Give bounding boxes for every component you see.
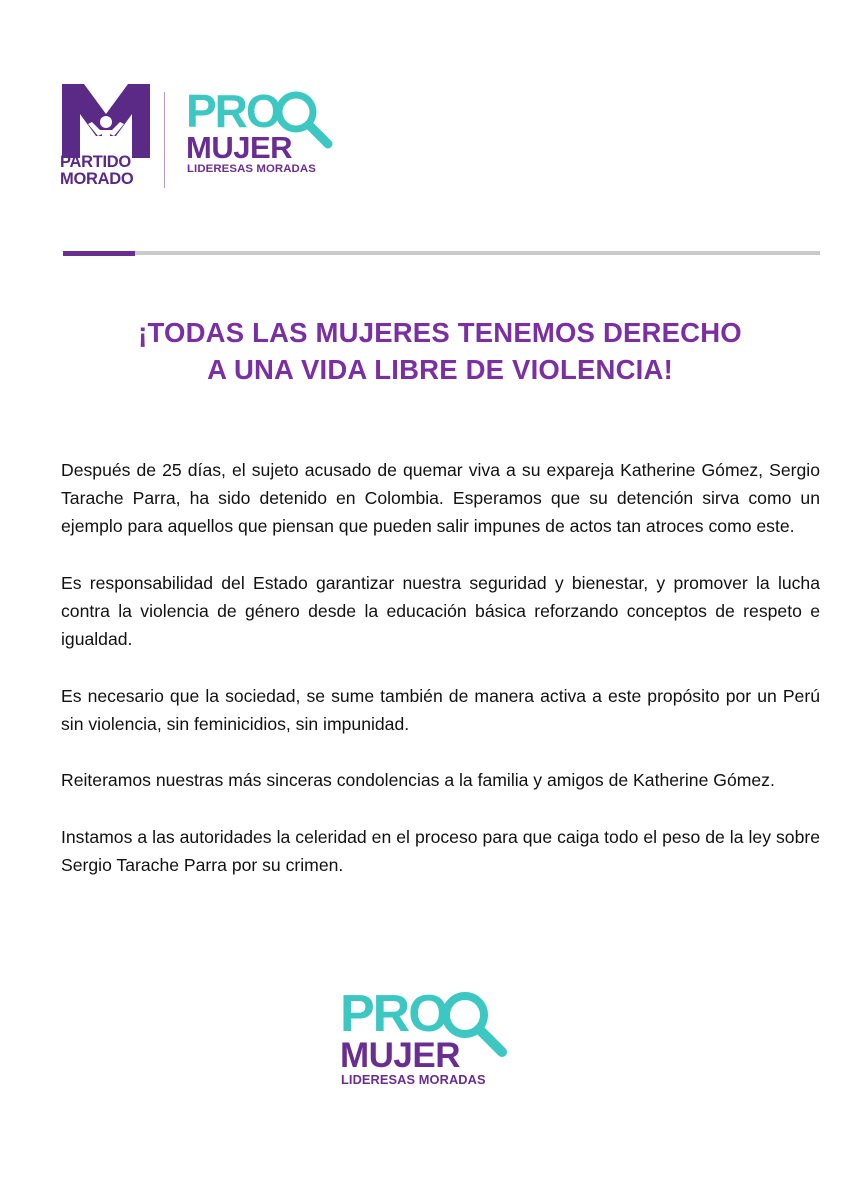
paragraph: Es necesario que la sociedad, se sume también de manera activa a este propósito por un Perú sin violencia, sin feminicidios, sin impunidad. xyxy=(61,685,820,734)
logo-divider xyxy=(164,92,165,188)
promujer-mujer-word: MUJER xyxy=(186,130,293,165)
paragraph: Reiteramos nuestras más sinceras condolencias a la familia y amigos de Katherine Gómez. xyxy=(61,770,775,791)
partido-morado-m-icon xyxy=(62,84,150,158)
promujer-pro-word: PRO xyxy=(340,985,447,1043)
partido-morado-line2: MORADO xyxy=(60,170,134,188)
promujer-logo-footer xyxy=(340,985,520,1096)
statement-body xyxy=(61,456,820,907)
header-rule xyxy=(63,251,820,255)
paragraph: Después de 25 días, el sujeto acusado de quemar viva a su expareja Katherine Gómez, Sergio Tarache Parra, ha sido detenido en Colombia. Esperamos que su detención sirva como un ejemplo para aquellos que piensan que pueden salir impunes de actos tan atroces como este. xyxy=(61,460,820,537)
page-title xyxy=(60,314,820,388)
partido-morado-wordmark xyxy=(60,154,156,188)
promujer-tagline: LIDERESAS MORADAS xyxy=(341,1072,486,1087)
partido-morado-line1: PARTIDO xyxy=(60,153,131,171)
promujer-pro-word: PRO xyxy=(186,85,280,137)
paragraph: Es responsabilidad del Estado garantizar nuestra seguridad y bienestar, y promover la lucha contra la violencia de género desde la educación básica reforzando conceptos de respeto e igualdad. xyxy=(61,572,820,650)
title-line-1: ¡TODAS LAS MUJERES TENEMOS DERECHO xyxy=(138,317,742,348)
title-line-2: A UNA VIDA LIBRE DE VIOLENCIA! xyxy=(207,354,673,385)
header-rule-accent xyxy=(63,251,135,256)
promujer-logo-header xyxy=(186,85,346,184)
promujer-tagline: LIDERESAS MORADAS xyxy=(187,163,316,175)
partido-morado-logo xyxy=(60,84,152,192)
paragraph: Instamos a las autoridades la celeridad en el proceso para que caiga todo el peso de la ley sobre Sergio Tarache Parra por su crimen. xyxy=(61,826,820,875)
promujer-mujer-word: MUJER xyxy=(340,1036,461,1075)
